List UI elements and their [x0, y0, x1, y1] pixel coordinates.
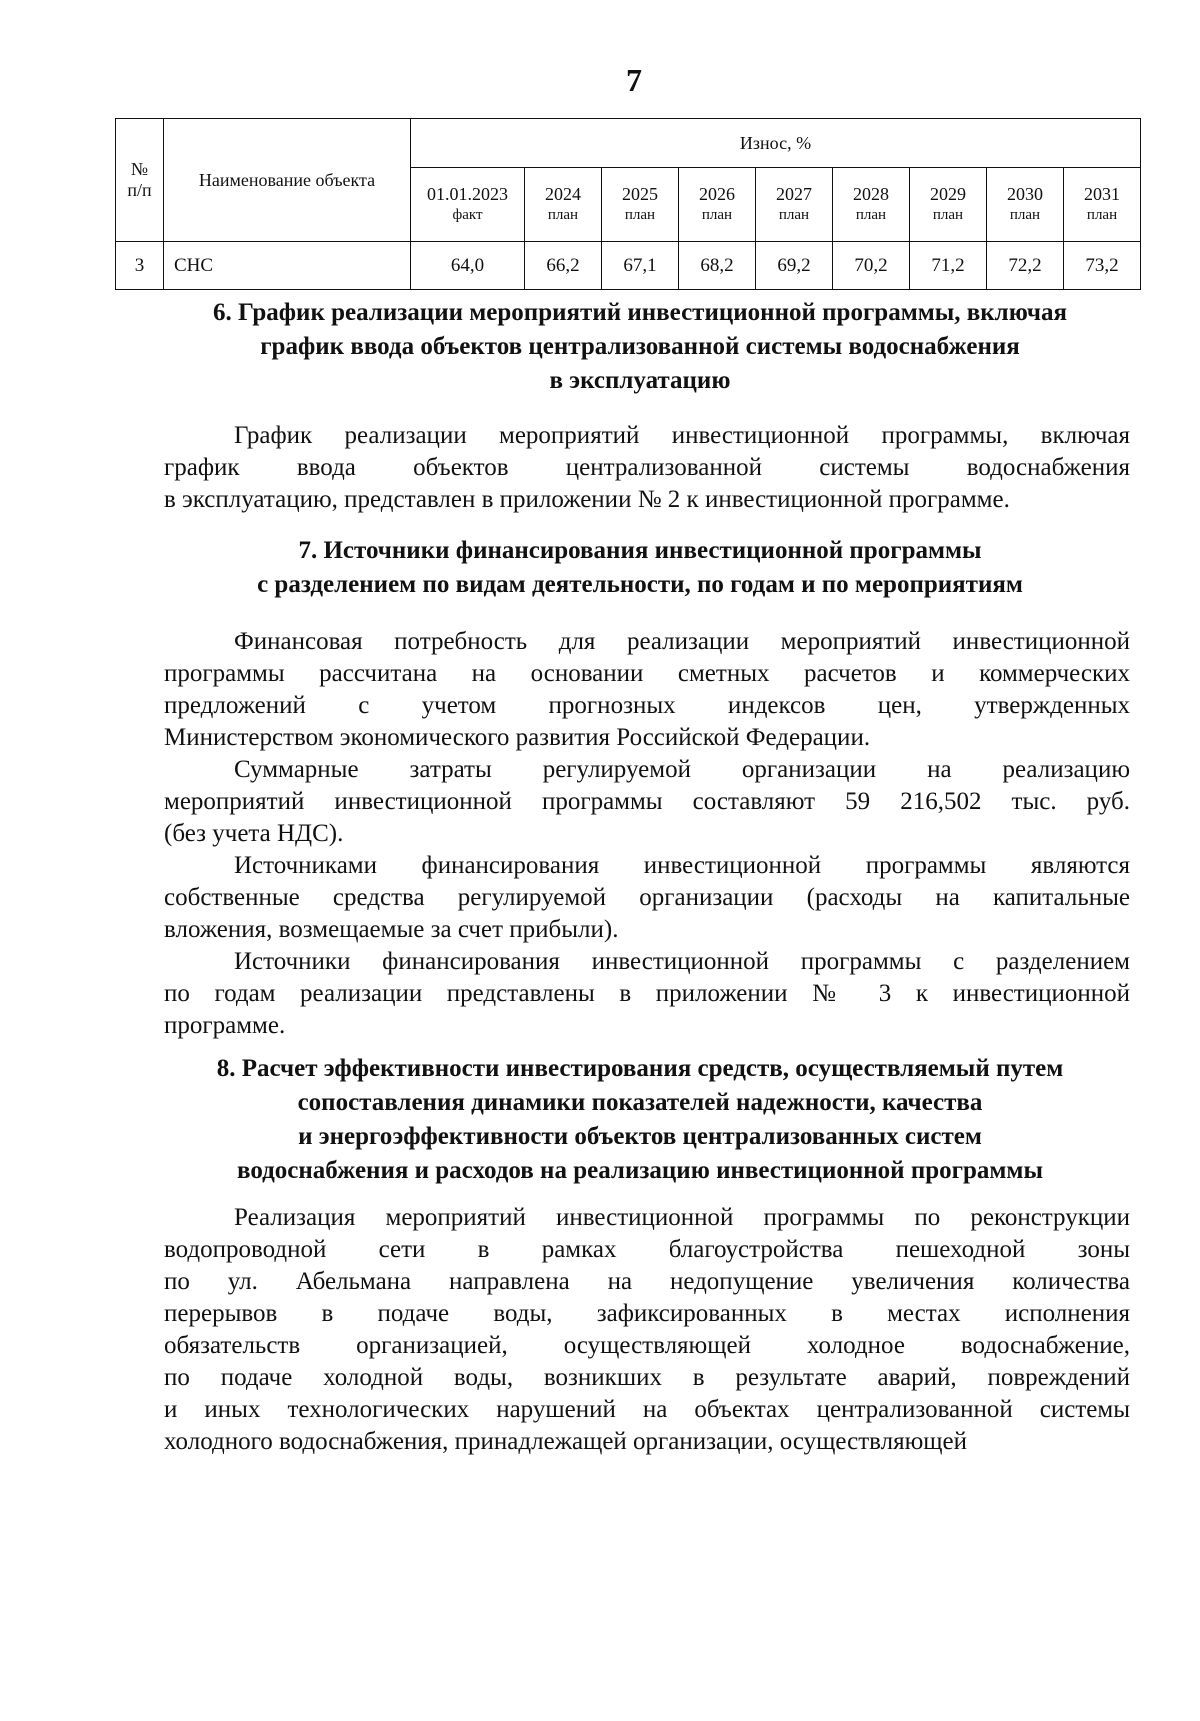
heading-line: 8. Расчет эффективности инвестирования средств, осуществляемый путем	[216, 1055, 1064, 1082]
wear-value-5: 70,2	[833, 242, 910, 290]
year-header-0: 01.01.2023 факт	[411, 168, 525, 242]
wear-value-3: 68,2	[679, 242, 756, 290]
row-num: 3	[116, 242, 164, 290]
paragraph-line: предложений с учетом прогнозных индексов цен, утвержденных	[164, 692, 1130, 719]
paragraph-line: вложения, возмещаемые за счет прибыли).	[164, 916, 619, 943]
wear-table	[115, 118, 1141, 290]
heading-line: график ввода объектов централизованной системы водоснабжения	[260, 333, 1020, 360]
paragraph-line: по ул. Абельмана направлена на недопущение увеличения количества	[164, 1268, 1130, 1295]
heading-line: с разделением по видам деятельности, по годам и по мероприятиям	[257, 571, 1023, 598]
paragraph-line: (без учета НДС).	[164, 820, 344, 847]
paragraph-line: график ввода объектов централизованной системы водоснабжения	[164, 454, 1130, 481]
paragraph-line: Источниками финансирования инвестиционной программы являются	[234, 852, 1130, 879]
col-num-header: № п/п	[116, 119, 164, 242]
section7-paragraph-1	[164, 626, 1130, 754]
wear-value-2: 67,1	[602, 242, 679, 290]
section8-heading	[150, 1052, 1130, 1188]
wear-value-0: 64,0	[411, 242, 525, 290]
paragraph-line: холодного водоснабжения, принадлежащей организации, осуществляющей	[164, 1428, 967, 1455]
wear-value-8: 73,2	[1064, 242, 1141, 290]
wear-group-header: Износ, %	[411, 119, 1141, 168]
heading-line: сопоставления динамики показателей надежности, качества	[297, 1089, 983, 1116]
heading-line: 7. Источники финансирования инвестиционной программы	[298, 537, 982, 564]
year-header-1: 2024 план	[525, 168, 602, 242]
section7-paragraph-4	[164, 946, 1130, 1042]
paragraph-line: по подаче холодной воды, возникших в результате аварий, повреждений	[164, 1364, 1130, 1391]
paragraph-line: обязательств организацией, осуществляющей холодное водоснабжение,	[164, 1332, 1130, 1359]
paragraph-line: перерывов в подаче воды, зафиксированных в местах исполнения	[164, 1300, 1130, 1327]
section7-paragraph-2	[164, 754, 1130, 850]
year-header-5: 2028 план	[833, 168, 910, 242]
year-header-4: 2027 план	[756, 168, 833, 242]
section7-heading	[150, 534, 1130, 602]
paragraph-line: Реализация мероприятий инвестиционной программы по реконструкции	[234, 1204, 1130, 1231]
row-object-name: СНС	[164, 242, 411, 290]
section8-paragraph	[164, 1202, 1130, 1458]
col-name-header: Наименование объекта	[164, 119, 411, 242]
paragraph-line: в эксплуатацию, представлен в приложении № 2 к инвестиционной программе.	[164, 486, 1010, 513]
paragraph-line: Финансовая потребность для реализации мероприятий инвестиционной	[234, 628, 1130, 655]
wear-value-1: 66,2	[525, 242, 602, 290]
paragraph-line: мероприятий инвестиционной программы составляют 59 216,502 тыс. руб.	[164, 788, 1130, 815]
table-row	[116, 242, 1141, 290]
section6-paragraph	[164, 420, 1130, 516]
paragraph-line: График реализации мероприятий инвестиционной программы, включая	[234, 422, 1130, 449]
section7-paragraph-3	[164, 850, 1130, 946]
page-number: 7	[626, 62, 642, 98]
year-header-6: 2029 план	[910, 168, 987, 242]
year-header-7: 2030 план	[987, 168, 1064, 242]
year-header-2: 2025 план	[602, 168, 679, 242]
paragraph-line: водопроводной сети в рамках благоустройства пешеходной зоны	[164, 1236, 1130, 1263]
paragraph-line: и иных технологических нарушений на объектах централизованной системы	[164, 1396, 1130, 1423]
heading-line: и энергоэффективности объектов централизованных систем	[298, 1123, 982, 1150]
year-header-8: 2031 план	[1064, 168, 1141, 242]
paragraph-line: Источники финансирования инвестиционной программы с разделением	[234, 948, 1130, 975]
heading-line: в эксплуатацию	[549, 367, 731, 394]
heading-line: водоснабжения и расходов на реализацию инвестиционной программы	[237, 1157, 1043, 1184]
paragraph-line: по годам реализации представлены в приложении № 3 к инвестиционной	[164, 980, 1130, 1007]
paragraph-line: программе.	[164, 1012, 286, 1039]
wear-value-6: 71,2	[910, 242, 987, 290]
wear-value-7: 72,2	[987, 242, 1064, 290]
heading-line: 6. График реализации мероприятий инвестиционной программы, включая	[213, 299, 1067, 326]
section6-heading	[150, 296, 1130, 398]
wear-value-4: 69,2	[756, 242, 833, 290]
paragraph-line: Министерством экономического развития Российской Федерации.	[164, 724, 871, 751]
paragraph-line: собственные средства регулируемой организации (расходы на капитальные	[164, 884, 1130, 911]
paragraph-line: программы рассчитана на основании сметных расчетов и коммерческих	[164, 660, 1130, 687]
year-header-3: 2026 план	[679, 168, 756, 242]
paragraph-line: Суммарные затраты регулируемой организации на реализацию	[234, 756, 1130, 783]
